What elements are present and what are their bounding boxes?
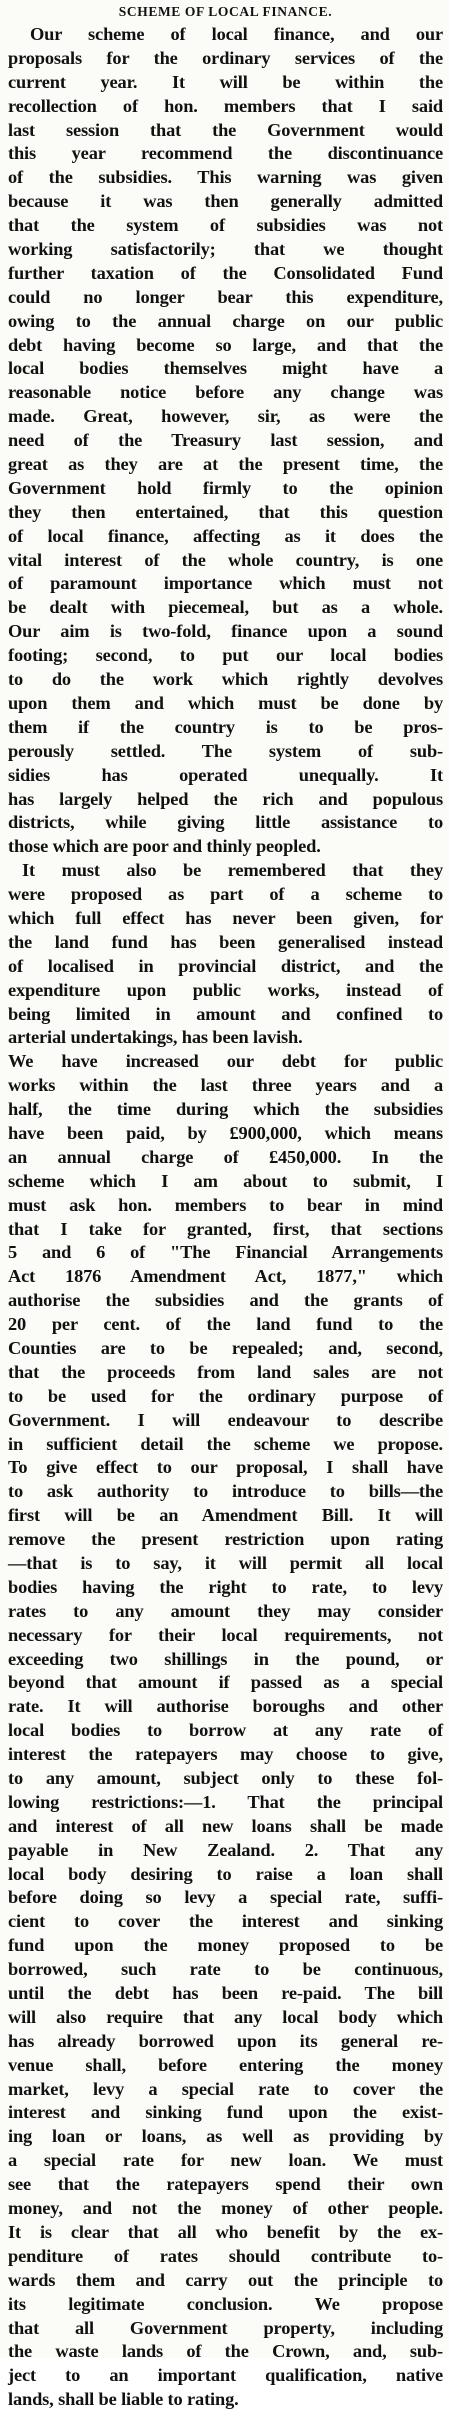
article-line: 20 per cent. of the land fund to the (8, 1314, 443, 1335)
article-line: Act 1876 Amendment Act, 1877," which (8, 1266, 443, 1287)
article-line: were proposed as part of a scheme to (8, 884, 443, 905)
article-line: works within the last three years and a (8, 1075, 443, 1096)
article-line: this year recommend the discontinuance (8, 143, 443, 164)
article-line: need of the Treasury last session, and (8, 430, 443, 451)
article-line: of the subsidies. This warning was given (8, 167, 443, 188)
article-line: venue shall, before entering the money (8, 2054, 443, 2075)
article-heading: SCHEME OF LOCAL FINANCE. (118, 4, 333, 19)
article-line: exceeding two shillings in the pound, or (8, 1648, 443, 1669)
article-line: see that the ratepayers spend their own (8, 2174, 443, 2195)
article-line: footing; second, to put our local bodies (8, 645, 443, 666)
article-line: Our aim is two-fold, finance upon a sound (8, 621, 443, 642)
article-line: great as they are at the present time, the (8, 454, 443, 475)
article-line: has largely helped the rich and populous (8, 788, 443, 809)
article-line: ject to an important qualification, native (8, 2365, 443, 2386)
article-line: to do the work which rightly devolves (8, 669, 443, 690)
article-line: working satisfactorily; that we thought (8, 239, 443, 260)
article-line: could no longer bear this expenditure, (8, 286, 443, 307)
article-line: the waste lands of the Crown, and, sub- (8, 2341, 443, 2362)
article-line: of paramount importance which must not (8, 573, 443, 594)
article-line: upon them and which must be done by (8, 692, 443, 713)
article-line: further taxation of the Consolidated Fund (8, 262, 443, 283)
article-line: recollection of hon. members that I said (8, 95, 443, 116)
article-line: rate. It will authorise boroughs and other (8, 1696, 443, 1717)
article-line: to ask authority to introduce to bills—the (8, 1481, 443, 1502)
article-line: those which are poor and thinly peopled. (8, 836, 321, 857)
article-line: penditure of rates should contribute to- (8, 2245, 443, 2266)
article-line: be dealt with piecemeal, but as a whole. (8, 597, 443, 618)
article-line: Government. I will endeavour to describe (8, 1409, 443, 1430)
article-line: of local finance, affecting as it does the (8, 525, 443, 546)
article-line: has already borrowed upon its general re- (8, 2030, 443, 2051)
article-line: lands, shall be liable to rating. (8, 2389, 239, 2410)
article-line: half, the time during which the subsidies (8, 1099, 443, 1120)
article-line: owing to the annual charge on our public (8, 310, 443, 331)
article-line: rates to any amount they may consider (8, 1600, 443, 1621)
article-line: a special rate for new loan. We must (8, 2150, 443, 2171)
article-line: an annual charge of £450,000. In the (8, 1146, 443, 1167)
article-line: have been paid, by £900,000, which means (8, 1122, 443, 1143)
article-line: that all Government property, including (8, 2317, 443, 2338)
article-line: local bodies themselves might have a (8, 358, 443, 379)
article-body (8, 23, 443, 2412)
article-line: local bodies to borrow at any rate of (8, 1720, 443, 1741)
article-line: payable in New Zealand. 2. That any (8, 1839, 443, 1860)
article-line: It is clear that all who benefit by the ex- (8, 2221, 443, 2242)
article-line: wards them and carry out the principle to (8, 2269, 443, 2290)
article-line: current year. It will be within the (8, 71, 443, 92)
article-line: will also require that any local body which (8, 2006, 443, 2027)
article-line: Our scheme of local finance, and our (30, 24, 443, 44)
article-line: last session that the Government would (8, 119, 443, 140)
article-line: debt having become so large, and that the (8, 334, 443, 355)
article-line: before doing so levy a special rate, suffi- (8, 1887, 443, 1908)
article-line: that the system of subsidies was not (8, 215, 443, 236)
article-line: its legitimate conclusion. We propose (8, 2293, 443, 2314)
article-line: because it was then generally admitted (8, 191, 443, 212)
article-line: reasonable notice before any change was (8, 382, 443, 403)
article-line: must ask hon. members to bear in mind (8, 1194, 443, 1215)
article-line: sidies has operated unequally. It (8, 764, 443, 785)
article-line: the land fund has been generalised instead (8, 931, 443, 952)
article-line: interest and sinking fund upon the exist- (8, 2102, 443, 2123)
article-line: cient to cover the interest and sinking (8, 1911, 443, 1932)
article-line: until the debt has been re-paid. The bill (8, 1983, 443, 2004)
article-line: proposals for the ordinary services of the (8, 47, 443, 68)
article-line: vital interest of the whole country, is one (8, 549, 443, 570)
article-line: —that is to say, it will permit all local (8, 1553, 443, 1573)
article-line: in sufficient detail the scheme we propose. (8, 1433, 443, 1454)
article-line: It must also be remembered that they (22, 860, 443, 881)
article-line: bodies having the right to rate, to levy (8, 1576, 443, 1597)
article-line: ing loan or loans, as well as providing by (8, 2126, 443, 2147)
article-line: To give effect to our proposal, I shall have (8, 1457, 443, 1478)
article-line: being limited in amount and confined to (8, 1003, 443, 1024)
article-line: to be used for the ordinary purpose of (8, 1385, 443, 1406)
article-line: expenditure upon public works, instead of (8, 979, 443, 1000)
article-line: scheme which I am about to submit, I (8, 1170, 443, 1191)
article-line: remove the present restriction upon rating (8, 1529, 443, 1550)
article-line: beyond that amount if passed as a special (8, 1672, 443, 1693)
article-line: local body desiring to raise a loan shall (8, 1863, 443, 1884)
article-line: fund upon the money proposed to be (8, 1935, 443, 1956)
article-line: first will be an Amendment Bill. It will (8, 1505, 443, 1526)
article-line: We have increased our debt for public (8, 1051, 443, 1072)
article-line: Counties are to be repealed; and, second, (8, 1337, 443, 1358)
article-line: of localised in provincial district, and the (8, 955, 443, 976)
article-line: 5 and 6 of "The Financial Arrangements (8, 1242, 443, 1263)
article-line: districts, while giving little assistance to (8, 812, 443, 833)
article-line: interest the ratepayers may choose to give, (8, 1744, 443, 1765)
article-line: made. Great, however, sir, as were the (8, 406, 443, 427)
article-line: borrowed, such rate to be continuous, (8, 1959, 443, 1980)
article-line: to any amount, subject only to these fol- (8, 1768, 443, 1789)
article-line: that the proceeds from land sales are not (8, 1361, 443, 1382)
article-line: necessary for their local requirements, not (8, 1624, 443, 1645)
article-line: authorise the subsidies and the grants of (8, 1290, 443, 1311)
article-line: market, levy a special rate to cover the (8, 2078, 443, 2099)
article-line: lowing restrictions:—1. That the principal (8, 1791, 443, 1812)
article-line: that I take for granted, first, that sections (8, 1218, 443, 1239)
article-line: they then entertained, that this question (8, 501, 443, 522)
article-line: which full effect has never been given, for (8, 907, 443, 928)
article-line: arterial undertakings, has been lavish. (8, 1027, 303, 1048)
article-line: Government hold firmly to the opinion (8, 477, 443, 498)
article-line: perously settled. The system of sub- (8, 740, 443, 761)
article-line: money, and not the money of other people. (8, 2198, 443, 2219)
article-line: and interest of all new loans shall be made (8, 1815, 443, 1836)
article-line: them if the country is to be pros- (8, 716, 443, 737)
